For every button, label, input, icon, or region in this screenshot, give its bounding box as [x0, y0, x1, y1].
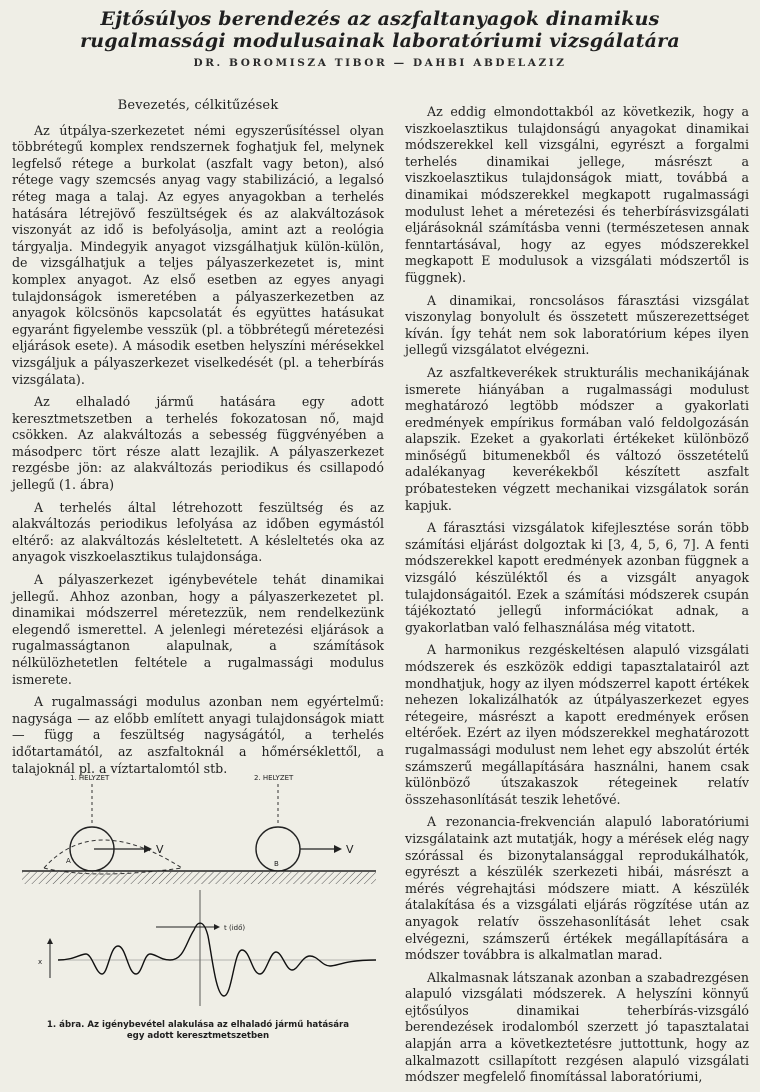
time-axis-arrowhead	[214, 924, 220, 930]
figure-caption-line2: egy adott keresztmetszetben	[126, 1031, 270, 1041]
paragraph: Az eddig elmondottakból az következik, hogy a viszkoelasztikus tulajdonságú anyagokat dinamikai módszerekkel kell vizsgálni, egyrészt a forgalmi terhelés dinamikai jellege, másrészt a viszkoelasztikus tulajdonságok miatt, továbbá a dinamikai módszerekkel megkapott rugalmassági modulust lehet a méretezési és teherbírásvizsgálati eljárásoknál számításba venni (természetesen annak fenntartásával, hogy az egyes módszerekkel megkapott E modulusok a vizsgálati módszertől is függnek).	[405, 104, 749, 285]
point-b-label: B	[274, 860, 279, 868]
figure-caption-line1: 1. ábra. Az igénybevétel alakulása az elhaladó jármű hatására	[46, 1020, 350, 1030]
velocity-arrowhead2	[334, 845, 342, 853]
authors: DR. BOROMISZA TIBOR — DAHBI ABDELAZIZ	[193, 57, 567, 69]
paragraph: A harmonikus rezgéskeltésen alapuló vizsgálati módszerek és eszközök eddigi tapasztalatairól azt mondhatjuk, hogy az ilyen módszerrel kapott értékek nehezen lokalizálhatók az útpályaszerkezet egyes rétegeire, másrészt a kapott eredmények erősen eltérőek. Ezért az ilyen módszerekkel meghatározott rugalmassági modulust nem lehet egy abszolút érték számszerű megállapítására használni, hanem csak különböző útszakaszok rétegeinek relatív összehasonlítását teszik lehetővé.	[405, 642, 749, 807]
paragraph: A dinamikai, roncsolásos fárasztási vizsgálat viszonylag bonyolult és összetett műszerezettséget kíván. Így tehát nem sok laboratórium képes ilyen jellegű vizsgálatot elvégezni.	[405, 292, 749, 358]
left-column	[12, 98, 384, 783]
point-a-label: A	[66, 857, 71, 865]
paragraph: Az elhaladó jármű hatására egy adott keresztmetszetben a terhelés fokozatosan nő, majd csökken. Az alakváltozás a sebesség függvényében a másodperc tört része alatt lezajlik. A pályaszerkezet rezgésbe jön: az alakváltozás periodikus és csillapodó jellegű (1. ábra)	[12, 394, 384, 493]
figure-caption	[14, 1020, 382, 1042]
velocity-label1: V	[156, 843, 164, 856]
figure-1-drawing	[14, 760, 382, 1022]
velocity-label2: V	[346, 843, 354, 856]
section-heading: Bevezetés, célkitűzések	[117, 98, 279, 113]
displacement-axis-arrowhead	[47, 938, 53, 944]
paragraph: Alkalmasnak látszanak azonban a szabadrezgésen alapuló vizsgálati módszerek. A helyszíni könnyű ejtősúlyos dinamikai teherbírás-vizsgáló berendezések irodalomból szerzett jó tapasztalatai alapján arra a következtetésre juttottunk, hogy az alkalmazott csillapított rezgésen alapuló vizsgálati módszer megfelelő finomítással laboratóriumi,	[405, 969, 749, 1085]
paragraph: Az aszfaltkeverékek strukturális mechanikájának ismerete hiányában a rugalmassági modulust meghatározó legtöbb módszer a gyakorlati eredmények empírikus formában való feldolgozásán alapszik. Ezeket a gyakorlati értékeket különböző minőségű bitumenekből és változó összetételű adalékanyag keverékekből készített aszfalt próbatesteken végzett mechanikai vizsgálatok során kapjuk.	[405, 364, 749, 513]
article-title-line1: Ejtősúlyos berendezés az aszfaltanyagok dinamikus	[100, 8, 660, 30]
position2-label: 2. HELYZET	[254, 774, 294, 782]
displacement-label: x	[38, 958, 43, 966]
paragraph: A terhelés által létrehozott feszültség és az alakváltozás periodikus lefolyása az időben egymástól eltérő: az alakváltozás késleltetett. A késleltetés oka az anyagok viszkoelasztikus tulajdonsága.	[12, 499, 384, 565]
paragraph: A rezonancia-frekvencián alapuló laboratóriumi vizsgálataink azt mutatják, hogy a mérések elég nagy szórással és bizonytalansággal reprodukálhatók, egyrészt a készülék szerkezeti hibái, másrészt a mérés végrehajtási módszere miatt. A készülék átalakítása és a vizsgálati eljárás rögzítése után az anyagok relatív összehasonlítását lehet csak elvégezni, számszerű értékek megállapítására a módszer továbbra is alkalmatlan marad.	[405, 814, 749, 963]
article-title-line2: rugalmassági modulusainak laboratóriumi vizsgálatára	[80, 30, 680, 52]
paragraph: A rugalmassági modulus azonban nem egyértelmű: nagysága — az előbb említett anyagi tulajdonságok miatt — függ a feszültség nagyságától, a terhelés időtartamától, az aszfaltoknál a hőmérséklettől, a talajoknál pl. a víztartalomtól stb.	[12, 694, 384, 776]
damped-oscillation-curve	[58, 923, 376, 996]
paragraph: A pályaszerkezet igénybevétele tehát dinamikai jellegű. Ahhoz azonban, hogy a pályaszerkezetet pl. dinamikai módszerrel méretezzük, nem rendelkezünk elegendő ismerettel. A jelenlegi méretezési eljárások a rugalmasságtanon alapulnak, a számítások nélkülözhetetlen feltétele a rugalmassági modulus ismerete.	[12, 572, 384, 687]
pavement-layer	[22, 872, 376, 884]
figure-1	[14, 760, 382, 1022]
velocity-arrowhead1	[144, 845, 152, 853]
paragraph: A fárasztási vizsgálatok kifejlesztése során több számítási eljárást dolgoztak ki [3, 4, 5, 6, 7]. A fenti módszerekkel kapott eredmények azonban függnek a vizsgáló készüléktől és a vizsgált anyagok tulajdonságaitól. Ezek a számítási módszerek csupán tájékoztató jellegű információkat adnak, a gyakorlatban való felhasználása még vitatott.	[405, 520, 749, 635]
paragraph: Az útpálya-szerkezetet némi egyszerűsítéssel olyan többrétegű komplex rendszernek foghatjuk fel, melynek legfelső rétege a burkolat (aszfalt vagy beton), alsó rétege vagy szemcsés anyag vagy stabilizáció, a legalsó réteg maga a talaj. Az egyes anyagokban a terhelés hatására létrejövő feszültségek és az alakváltozások viszonyát az idő is befolyásolja, amint azt a reológia tárgyalja. Mindegyik anyagot vizsgálhatjuk külön-külön, de vizsgálhatjuk a teljes pályaszerkezetet is, mint komplex anyagot. Az első esetben az egyes anyagi tulajdonságok ismeretében a pályaszerkezetben az anyagok kölcsönös kapcsolatát és együttes hatásukat egyaránt figyelembe vesszük (pl. a többrétegű méretezési eljárások esete). A második esetben helyszíni mérésekkel vizsgáljuk a pályaszerkezet viselkedését (pl. a teherbírás vizsgálata).	[12, 122, 384, 387]
time-axis-label: t (idő)	[224, 924, 246, 932]
right-column	[405, 104, 749, 1092]
position1-label: 1. HELYZET	[70, 774, 110, 782]
